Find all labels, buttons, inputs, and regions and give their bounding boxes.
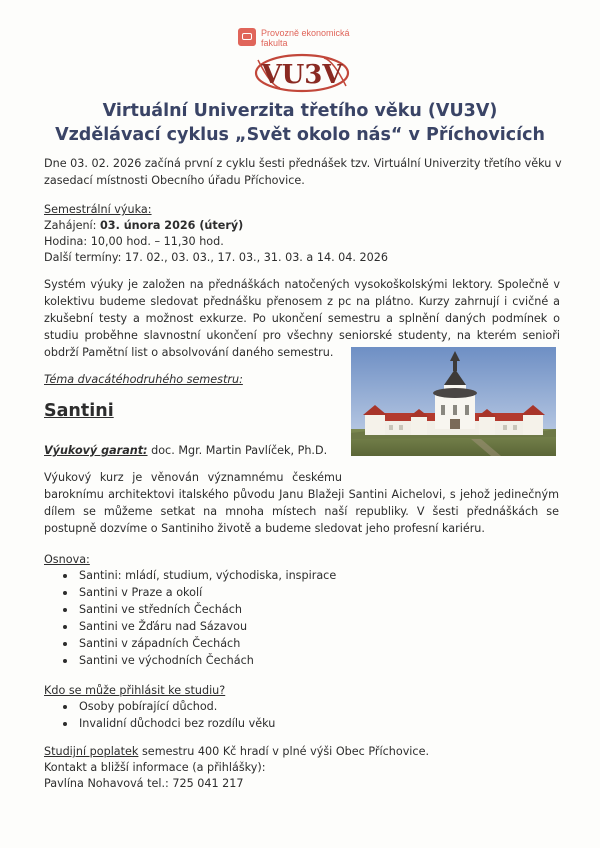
- svg-text:VU3V: VU3V: [261, 60, 343, 90]
- title-line1: Virtuální Univerzita třetího věku (VU3V): [102, 101, 498, 121]
- guarant-name: doc. Mgr. Martin Pavlíček, Ph.D.: [151, 444, 328, 457]
- list-item: Santini ve středních Čechách: [60, 601, 336, 618]
- osnova-heading: Osnova:: [44, 553, 90, 566]
- list-item: Santini ve východních Čechách: [60, 652, 336, 669]
- list-item: Osoby pobírající důchod.: [60, 698, 275, 715]
- fee-label: Studijní poplatek: [44, 745, 139, 758]
- course-text-rest: baroknímu architektovi italského původu Janu Blažeji Santini Aichelovi, s jehož jedinečným dílem se můžeme setkat na mnoha místech naší republiky. V šesti přednáškách se postupně dozvíme o Santiniho životě a budeme sledovat jeho profesní kariéru.: [44, 488, 559, 535]
- course-title: Santini: [44, 401, 114, 421]
- semester-start: [44, 217, 243, 234]
- vu3v-logo: [252, 52, 352, 94]
- semester-hours: Hodina: 10,00 hod. – 11,30 hod.: [44, 235, 224, 248]
- course-description: [44, 469, 559, 537]
- contact-person: Pavlína Nohavová tel.: 725 041 217: [44, 777, 244, 790]
- contact-line: Kontakt a bližší informace (a přihlášky):: [44, 761, 266, 774]
- start-value: 03. února 2026 (úterý): [100, 219, 244, 232]
- church-photo: [351, 347, 556, 456]
- fee-text: semestru 400 Kč hradí v plné výši Obec Příchovice.: [138, 745, 430, 758]
- list-item: Santini v Praze a okolí: [60, 584, 336, 601]
- start-label: Zahájení:: [44, 219, 97, 232]
- course-text-line1: Výukový kurz je věnován významnému českému: [44, 471, 342, 484]
- intro-text: Dne 03. 02. 2026 začíná první z cyklu šesti přednášek tzv. Virtuální Univerzity třetího věku v zasedací místnosti Obecního úřadu Příchovice.: [44, 157, 562, 187]
- guarant-line: [44, 442, 327, 459]
- title-line2: Vzdělávací cyklus „Svět okolo nás“ v Příchovicích: [55, 125, 545, 145]
- fee-line: [44, 743, 429, 760]
- semester-dates: Další termíny: 17. 02., 03. 03., 17. 03., 31. 03. a 14. 04. 2026: [44, 251, 389, 264]
- osnova-list: [60, 567, 336, 669]
- theme-heading: Téma dvacátéhodruhého semestru:: [44, 373, 243, 386]
- faculty-line1: Provozně ekonomická: [261, 28, 350, 38]
- list-item: Santini ve Žďáru nad Sázavou: [60, 618, 336, 635]
- faculty-logo: [238, 28, 350, 48]
- faculty-name: [261, 28, 350, 48]
- guarant-label: Výukový garant:: [44, 444, 148, 457]
- list-item: Santini v západních Čechách: [60, 635, 336, 652]
- semester-heading: Semestrální výuka:: [44, 203, 152, 216]
- who-heading: Kdo se může přihlásit ke studiu?: [44, 684, 226, 697]
- list-item: Santini: mládí, studium, východiska, inspirace: [60, 567, 336, 584]
- faculty-line2: fakulta: [261, 38, 288, 48]
- system-text: Systém výuky je založen na přednáškách natočených vysokoškolskými lektory. Společně v kolektivu budeme sledovat přednášku přenosem z pc na plátno. Kurzy zahrnují i cvičné a zkušební testy a možnost exkurze. Po ukončení semestru a splnění daných podmínek o studiu proběhne slavnostní ukončení pro všechny seniorské studenty, na kterém senioři obdrží Pamětní list o absolvování daného semestru.: [44, 278, 560, 359]
- list-item: Invalidní důchodci bez rozdílu věku: [60, 715, 275, 732]
- who-list: [60, 698, 275, 732]
- faculty-icon: [238, 28, 256, 46]
